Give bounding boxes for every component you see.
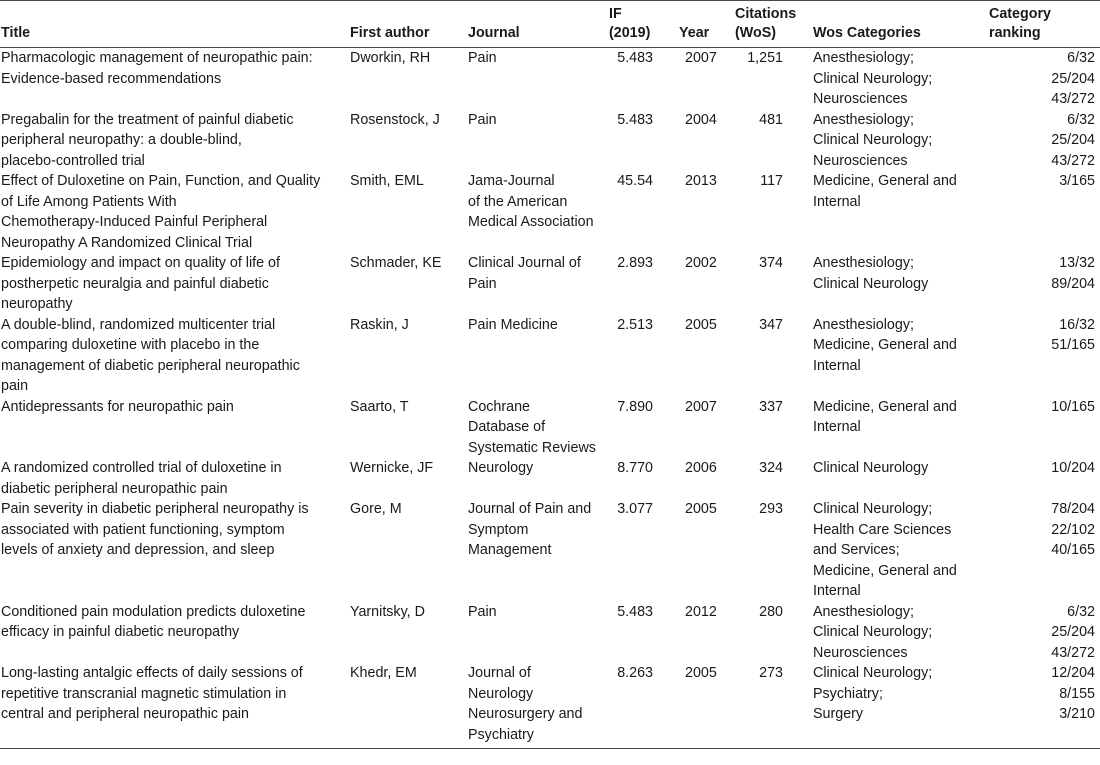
- cell-citations: 1,251: [747, 50, 783, 66]
- cell-title-line: Evidence-based recommendations: [1, 70, 222, 87]
- cell-citations: 293: [759, 501, 783, 517]
- cell-wos-categories-line: Health Care Sciences: [813, 521, 952, 538]
- cell-wos-categories-line: Clinical Neurology;: [813, 132, 933, 148]
- cell-wos-categories: [813, 48, 989, 110]
- cell-wos-categories-line: and Services;: [813, 542, 900, 558]
- cell-category-ranking-line: 25/204: [1051, 624, 1095, 640]
- cell-wos-categories-line: Medicine, General and: [813, 562, 957, 579]
- cell-category-ranking: [989, 499, 1100, 602]
- cell-first-author: Gore, M: [350, 501, 402, 517]
- cell-journal-line: Database of: [468, 419, 546, 435]
- cell-year: 2005: [685, 316, 717, 333]
- cell-wos-categories-line: Clinical Neurology: [813, 275, 929, 292]
- cell-category-ranking-line: 6/32: [1067, 603, 1095, 620]
- cell-first-author: Dworkin, RH: [350, 50, 431, 66]
- header-citations-line: Citations: [735, 6, 797, 22]
- cell-impact-factor: 8.770: [617, 460, 653, 476]
- cell-category-ranking-line: 12/204: [1051, 665, 1095, 681]
- header-journal: Journal: [468, 1, 609, 48]
- cell-category-ranking-line: 43/272: [1051, 91, 1095, 107]
- cell-journal-line: Jama-Journal: [468, 173, 555, 189]
- cell-category-ranking-line: 51/165: [1051, 337, 1095, 353]
- cell-year: 2012: [685, 603, 717, 620]
- header-if-line: IF: [609, 6, 622, 22]
- cell-first-author: Smith, EML: [350, 173, 424, 189]
- cell-year: 2004: [685, 111, 717, 128]
- cell-journal: [468, 397, 609, 459]
- table-row: [0, 171, 1100, 253]
- cell-wos-categories-line: Medicine, General and: [813, 398, 957, 415]
- cell-title-line: central and peripheral neuropathic pain: [1, 706, 249, 722]
- cell-category-ranking: [989, 48, 1100, 110]
- cell-year: 2007: [685, 398, 717, 415]
- cell-title-line: comparing duloxetine with placebo in the: [1, 337, 260, 353]
- cell-title-line: levels of anxiety and depression, and sleep: [1, 542, 275, 558]
- cell-journal: [468, 110, 609, 172]
- cell-year: 2002: [685, 255, 717, 271]
- cell-title-line: placebo-controlled trial: [1, 152, 145, 169]
- cell-journal-line: Pain: [468, 111, 497, 128]
- cell-title-line: repetitive transcranial magnetic stimulation in: [1, 685, 287, 702]
- cell-category-ranking: [989, 171, 1100, 253]
- cell-title: [0, 397, 350, 459]
- cell-title-line: neuropathy: [1, 296, 73, 312]
- table-row: [0, 458, 1100, 499]
- cell-wos-categories-line: Neurosciences: [813, 91, 908, 107]
- cell-category-ranking: [989, 253, 1100, 315]
- header-category-ranking: [989, 1, 1100, 48]
- cell-category-ranking-line: 13/32: [1059, 255, 1095, 271]
- cell-year: 2005: [679, 663, 735, 749]
- header-citations: [735, 1, 813, 48]
- cell-wos-categories-line: Anesthesiology;: [813, 50, 914, 66]
- cell-wos-categories-line: Clinical Neurology: [813, 460, 929, 476]
- cell-category-ranking-line: 40/165: [1051, 542, 1095, 558]
- cell-impact-factor: 3.077: [617, 501, 653, 517]
- cell-category-ranking-line: 16/32: [1059, 316, 1095, 333]
- cell-category-ranking-line: 3/210: [1059, 706, 1095, 722]
- cell-title: [0, 253, 350, 315]
- cell-first-author: Yarnitsky, D: [350, 603, 425, 620]
- header-if-line: (2019): [609, 25, 651, 41]
- cell-journal-line: Neurology: [468, 685, 534, 702]
- cell-title: [0, 499, 350, 602]
- cell-title-line: Pregabalin for the treatment of painful diabetic: [1, 111, 294, 128]
- header-ranking-line: ranking: [989, 25, 1041, 41]
- table-row: [0, 602, 1100, 664]
- cell-wos-categories: [813, 397, 989, 459]
- cell-category-ranking-line: 3/165: [1059, 173, 1095, 189]
- cell-citations: 337: [759, 398, 783, 415]
- cell-category-ranking: [989, 315, 1100, 397]
- cell-category-ranking-line: 25/204: [1051, 70, 1095, 87]
- header-year: Year: [679, 1, 735, 48]
- cell-journal-line: Pain: [468, 603, 497, 620]
- cell-title-line: of Life Among Patients With: [1, 193, 177, 210]
- cell-journal: [468, 663, 609, 749]
- cell-category-ranking-line: 43/272: [1051, 152, 1095, 169]
- cell-wos-categories-line: Internal: [813, 419, 861, 435]
- cell-title: [0, 458, 350, 499]
- cell-wos-categories: [813, 253, 989, 315]
- cell-first-author: Khedr, EM: [350, 663, 468, 749]
- cell-category-ranking-line: 43/272: [1051, 644, 1095, 661]
- cell-year: 2013: [685, 173, 717, 189]
- cell-wos-categories-line: Medicine, General and: [813, 173, 957, 189]
- cell-wos-categories-line: Anesthesiology;: [813, 316, 914, 333]
- table-row: [0, 253, 1100, 315]
- cell-impact-factor: 5.483: [617, 603, 653, 620]
- cell-first-author: Rosenstock, J: [350, 111, 440, 128]
- cell-wos-categories: [813, 458, 989, 499]
- cell-wos-categories-line: Clinical Neurology;: [813, 624, 933, 640]
- table-body: [0, 48, 1100, 749]
- cell-journal-line: Pain: [468, 50, 497, 66]
- cell-journal: [468, 499, 609, 602]
- cell-title-line: management of diabetic peripheral neuropathic: [1, 357, 300, 374]
- cell-year: 2007: [685, 50, 717, 66]
- cell-wos-categories-line: Anesthesiology;: [813, 111, 914, 128]
- cell-wos-categories: [813, 602, 989, 664]
- cell-citations: 280: [759, 603, 783, 620]
- cell-title-line: diabetic peripheral neuropathic pain: [1, 480, 228, 497]
- cell-title: [0, 663, 350, 749]
- cell-impact-factor: 45.54: [617, 173, 653, 189]
- cell-category-ranking-line: 10/204: [1051, 460, 1095, 476]
- cell-title-line: associated with patient functioning, symptom: [1, 521, 285, 538]
- cell-category-ranking: [989, 110, 1100, 172]
- table-row: [0, 110, 1100, 172]
- cell-title-line: Conditioned pain modulation predicts duloxetine: [1, 603, 306, 620]
- header-row: [0, 1, 1100, 48]
- cell-wos-categories: [813, 110, 989, 172]
- cell-category-ranking: [989, 458, 1100, 499]
- cell-journal-line: Neurology: [468, 460, 534, 476]
- cell-journal-line: Pain Medicine: [468, 316, 558, 333]
- cell-impact-factor: 8.263: [609, 663, 679, 749]
- header-citations-line: (WoS): [735, 25, 777, 41]
- cell-title: [0, 315, 350, 397]
- cell-wos-categories: [813, 315, 989, 397]
- cell-journal: [468, 48, 609, 110]
- cell-wos-categories: [813, 663, 989, 749]
- cell-first-author: Wernicke, JF: [350, 460, 434, 476]
- cell-journal-line: Cochrane: [468, 398, 530, 415]
- cell-category-ranking-line: 25/204: [1051, 132, 1095, 148]
- header-ranking-line: Category: [989, 6, 1051, 22]
- cell-journal-line: of the American: [468, 193, 568, 210]
- cell-journal: [468, 602, 609, 664]
- cell-wos-categories-line: Internal: [813, 357, 861, 374]
- cell-wos-categories: [813, 171, 989, 253]
- cell-category-ranking-line: 8/155: [1059, 685, 1095, 702]
- cell-category-ranking-line: 6/32: [1067, 50, 1095, 66]
- cell-journal-line: Psychiatry: [468, 726, 534, 743]
- cell-title: [0, 171, 350, 253]
- cell-journal-line: Journal of Pain and: [468, 501, 592, 517]
- cell-journal-line: Management: [468, 542, 552, 558]
- cell-impact-factor: 2.513: [617, 316, 653, 333]
- cell-category-ranking: [989, 397, 1100, 459]
- header-title: Title: [0, 1, 350, 48]
- cell-citations: 117: [760, 173, 783, 189]
- cell-wos-categories-line: Clinical Neurology;: [813, 70, 933, 87]
- cell-journal-line: Neurosurgery and: [468, 706, 583, 722]
- cell-year: 2006: [685, 460, 717, 476]
- cell-journal: [468, 458, 609, 499]
- cell-impact-factor: 5.483: [617, 111, 653, 128]
- cell-wos-categories-line: Anesthesiology;: [813, 603, 914, 620]
- cell-title-line: Pain severity in diabetic peripheral neuropathy is: [1, 501, 309, 517]
- cell-journal: [468, 315, 609, 397]
- cell-title-line: Long-lasting antalgic effects of daily sessions of: [1, 665, 303, 681]
- cell-wos-categories-line: Psychiatry;: [813, 685, 883, 702]
- cell-wos-categories-line: Internal: [813, 583, 861, 599]
- cell-journal-line: Pain: [468, 275, 497, 292]
- header-first-author: First author: [350, 1, 468, 48]
- cell-title-line: Epidemiology and impact on quality of life of: [1, 255, 280, 271]
- cell-title-line: peripheral neuropathy: a double-blind,: [1, 132, 242, 148]
- cell-journal: [468, 171, 609, 253]
- cell-title: [0, 110, 350, 172]
- table-row: [0, 663, 1100, 749]
- cell-citations: 324: [759, 460, 783, 476]
- cell-wos-categories-line: Medicine, General and: [813, 337, 957, 353]
- cell-title-line: Antidepressants for neuropathic pain: [1, 398, 234, 415]
- cell-title-line: A randomized controlled trial of duloxetine in: [1, 460, 282, 476]
- cell-impact-factor: 7.890: [617, 398, 653, 415]
- cell-impact-factor: 2.893: [617, 255, 653, 271]
- cell-journal: [468, 253, 609, 315]
- cell-wos-categories-line: Neurosciences: [813, 152, 908, 169]
- cell-citations: 481: [759, 111, 783, 128]
- table-row: [0, 397, 1100, 459]
- cell-journal-line: Clinical Journal of: [468, 255, 581, 271]
- cell-citations: 273: [735, 663, 813, 749]
- table-row: [0, 48, 1100, 110]
- cell-title-line: A double-blind, randomized multicenter trial: [1, 316, 276, 333]
- cell-wos-categories-line: Anesthesiology;: [813, 255, 914, 271]
- cell-title-line: pain: [1, 378, 29, 394]
- header-impact-factor: [609, 1, 679, 48]
- cell-journal-line: Symptom: [468, 521, 529, 538]
- cell-title: [0, 48, 350, 110]
- cell-title-line: Chemotherapy-Induced Painful Peripheral: [1, 214, 268, 230]
- cell-title-line: efficacy in painful diabetic neuropathy: [1, 624, 240, 640]
- table-row: [0, 499, 1100, 602]
- cell-category-ranking-line: 22/102: [1051, 521, 1095, 538]
- table-row: [0, 315, 1100, 397]
- cell-category-ranking: [989, 663, 1100, 749]
- cell-first-author: Saarto, T: [350, 398, 409, 415]
- cell-first-author: Schmader, KE: [350, 255, 442, 271]
- cell-wos-categories-line: Clinical Neurology;: [813, 501, 933, 517]
- cell-citations: 347: [759, 316, 783, 333]
- cell-journal-line: Medical Association: [468, 214, 594, 230]
- cell-journal-line: Journal of: [468, 665, 531, 681]
- cell-category-ranking-line: 10/165: [1051, 398, 1095, 415]
- cell-year: 2005: [685, 501, 717, 517]
- cell-wos-categories-line: Surgery: [813, 706, 864, 722]
- cell-first-author: Raskin, J: [350, 316, 409, 333]
- cell-impact-factor: 5.483: [617, 50, 653, 66]
- cell-wos-categories: [813, 499, 989, 602]
- cell-category-ranking-line: 78/204: [1051, 501, 1095, 517]
- cell-category-ranking: [989, 602, 1100, 664]
- cell-title-line: postherpetic neuralgia and painful diabetic: [1, 275, 269, 292]
- cell-wos-categories-line: Neurosciences: [813, 644, 908, 661]
- header-wos-categories: Wos Categories: [813, 1, 989, 48]
- cell-wos-categories-line: Clinical Neurology;: [813, 665, 933, 681]
- cell-category-ranking-line: 6/32: [1067, 111, 1095, 128]
- cell-category-ranking-line: 89/204: [1051, 275, 1095, 292]
- cell-citations: 374: [759, 255, 783, 271]
- cell-title-line: Neuropathy A Randomized Clinical Trial: [1, 234, 253, 251]
- cell-journal-line: Systematic Reviews: [468, 439, 596, 456]
- cell-title-line: Effect of Duloxetine on Pain, Function, and Quality: [1, 173, 321, 189]
- cell-title-line: Pharmacologic management of neuropathic pain:: [1, 50, 313, 66]
- cell-title: [0, 602, 350, 664]
- cell-wos-categories-line: Internal: [813, 193, 861, 210]
